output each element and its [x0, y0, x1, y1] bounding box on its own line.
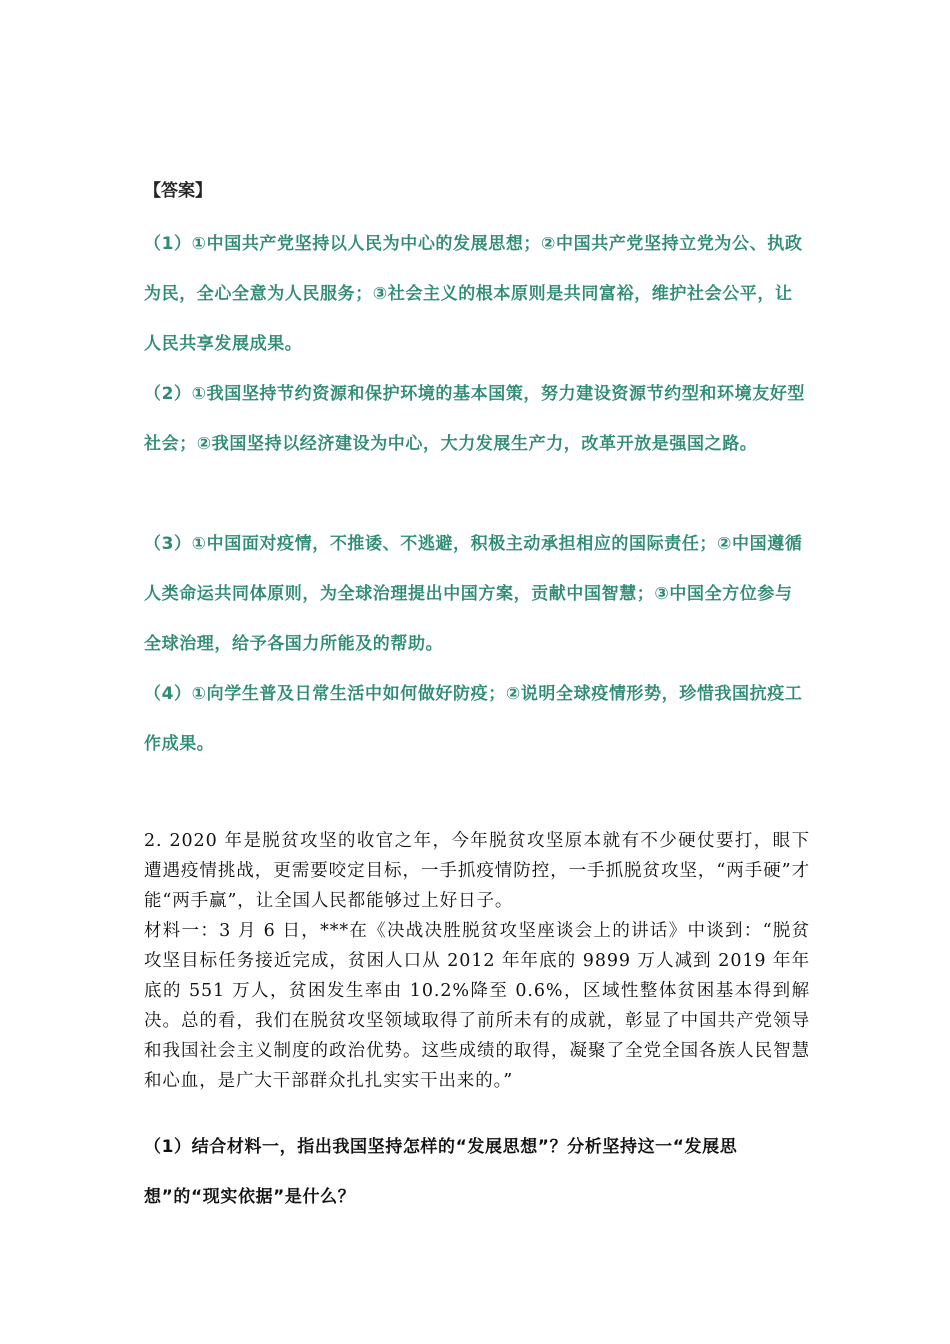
answer-part-2: （2）①我国坚持节约资源和保护环境的基本国策，努力建设资源节约型和环境友好型社会；②我国坚持以经济建设为中心，大力发展生产力，改革开放是强国之路。	[144, 384, 806, 454]
question-material-1: 材料一：3 月 6 日，***在《决战决胜脱贫攻坚座谈会上的讲话》中谈到：“脱贫攻坚目标任务接近完成，贫困人口从 2012 年年底的 9899 万人减到 2019 年年底的 551 万人，贫困发生率由 10.2%降至 0.6%，区域性整体贫困基本得到解决。总的看，我们在脱贫攻坚领域取得了前所未有的成就，彰显了中国共产党领导和我国社会主义制度的政治优势。这些成绩的取得，凝聚了全党全国各族人民智慧和心血，是广大干部群众扎扎实实干出来的。”	[144, 921, 810, 1091]
sub-question-1: （1）结合材料一，指出我国坚持怎样的“发展思想”？分析坚持这一“发展思想”的“现实依据”是什么？	[144, 1137, 738, 1207]
answer-part-3: （3）①中国面对疫情，不推诿、不逃避，积极主动承担相应的国际责任；②中国遵循人类命运共同体原则，为全球治理提出中国方案，贡献中国智慧；③中国全方位参与全球治理，给予各国力所能及的帮助。	[144, 534, 803, 654]
question-2	[144, 826, 810, 1096]
question-intro: 2. 2020 年是脱贫攻坚的收官之年，今年脱贫攻坚原本就有不少硬仗要打，眼下遭遇疫情挑战，更需要咬定目标，一手抓疫情防控，一手抓脱贫攻坚，“两手硬”才能“两手赢”，让全国人民都能够过上好日子。	[144, 831, 810, 911]
answer-part-4: （4）①向学生普及日常生活中如何做好防疫；②说明全球疫情形势，珍惜我国抗疫工作成果。	[144, 684, 803, 754]
answer-heading: 【答案】	[144, 181, 212, 201]
answer-part-1: （1）①中国共产党坚持以人民为中心的发展思想；②中国共产党坚持立党为公、执政为民，全心全意为人民服务；③社会主义的根本原则是共同富裕，维护社会公平，让人民共享发展成果。	[144, 234, 803, 354]
